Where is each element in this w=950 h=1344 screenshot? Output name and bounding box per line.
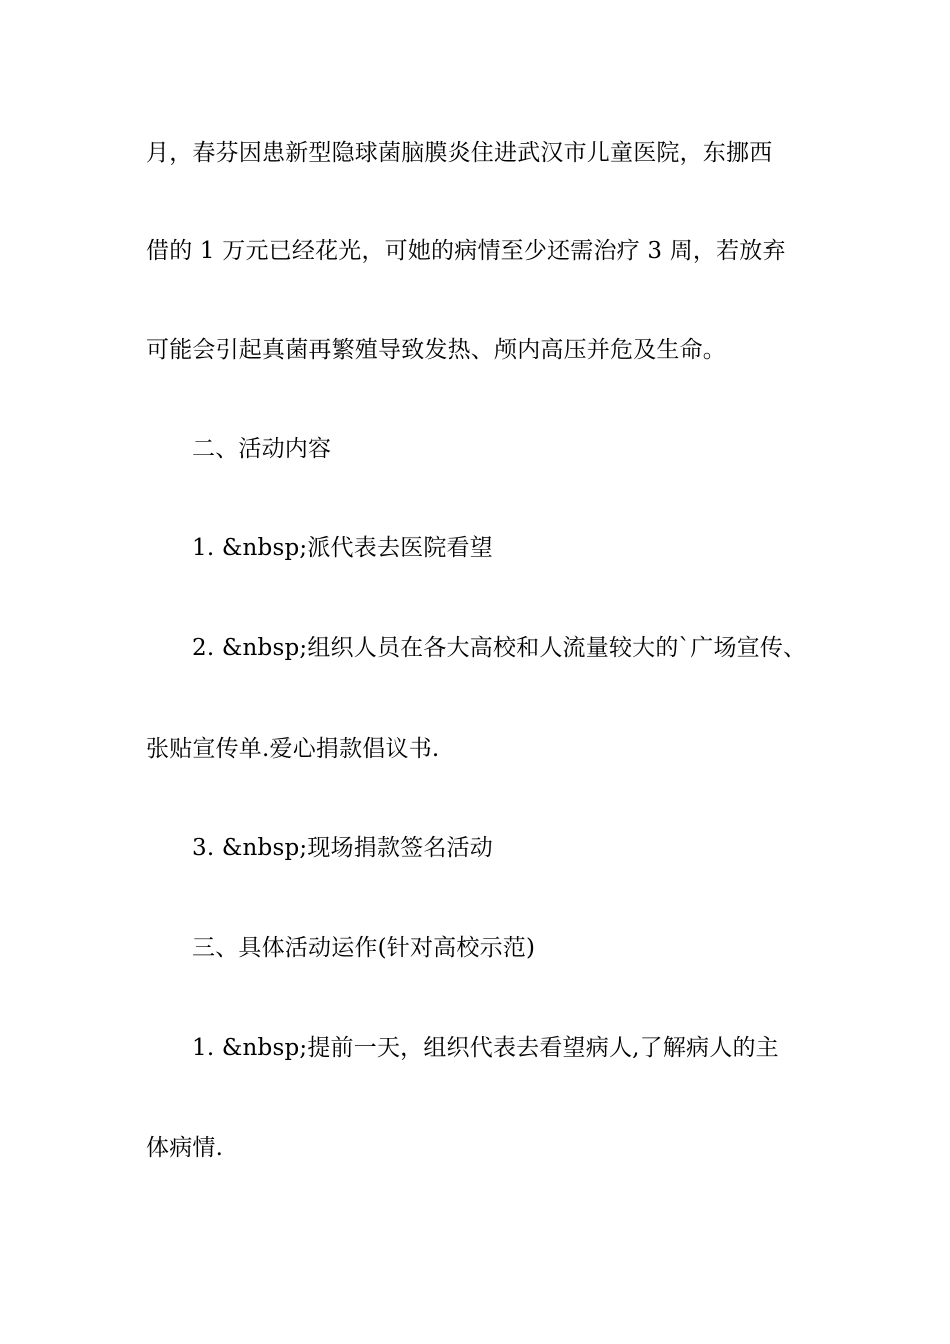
section-heading-operation: 三、具体活动运作(针对高校示范)	[192, 935, 536, 961]
paragraph-line-2: 借的 1 万元已经花光，可她的病情至少还需治疗 3 周，若放弃	[146, 238, 786, 264]
section-heading-activity-content: 二、活动内容	[192, 436, 332, 462]
list-item-2: 2. &nbsp;组织人员在各大高校和人流量较大的`广场宣传、	[192, 635, 807, 661]
list-item-2-continued: 张贴宣传单.爱心捐款倡议书.	[146, 736, 440, 762]
list-item-3: 3. &nbsp;现场捐款签名活动	[192, 835, 493, 861]
operation-item-1: 1. &nbsp;提前一天，组织代表去看望病人,了解病人的主	[192, 1035, 779, 1061]
paragraph-line-3: 可能会引起真菌再繁殖导致发热、颅内高压并危及生命。	[146, 337, 726, 363]
list-item-1: 1. &nbsp;派代表去医院看望	[192, 535, 493, 561]
paragraph-line-1: 月，春芬因患新型隐球菌脑膜炎住进武汉市儿童医院，东挪西	[146, 140, 773, 166]
operation-item-1-continued: 体病情.	[146, 1135, 224, 1161]
